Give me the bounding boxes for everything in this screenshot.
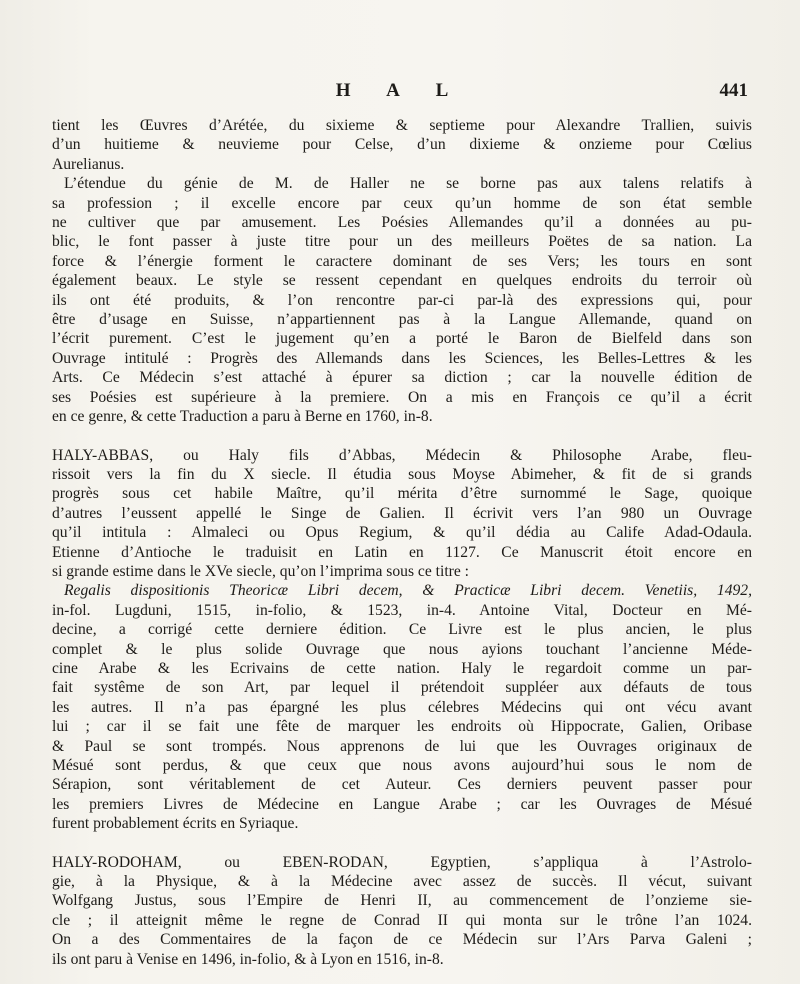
text-line: qu’il intitula : Almaleci ou Opus Regium, & qu’il dédia au Calife Adad-Odaula. [52,524,752,542]
text-line: progrès sous cet habile Maître, qu’il mérita d’être surnommé le Sage, quoique [52,485,752,503]
text-line: blic, le font passer à juste titre pour un des meilleurs Poëtes de sa nation. La [52,233,752,251]
page-number: 441 [719,80,748,101]
text-line: ne cultiver que par amusement. Les Poésies Allemandes qu’il a données au pu- [52,214,752,232]
text-line: gie, à la Physique, & à la Médecine avec assez de succès. Il vécut, suivant [52,873,752,891]
text-line: si grande estime dans le XVe siecle, qu’on l’imprima sous ce titre : [52,562,470,580]
paragraph-gap [52,834,752,853]
text-line: également beaux. Le style se ressent cependant en quelques endroits du terroir où [52,272,752,290]
text-line: force & l’énergie forment le caractere dominant de ses Vers; les tours en sont [52,252,752,270]
text-line: furent probablement écrits en Syriaque. [52,815,299,833]
text-line: decine, a corrigé cette derniere édition. Ce Livre est le plus ancien, le plus [52,621,752,639]
text-line: les autres. Il n’a pas épargné les plus célebres Médecins qui ont vécu avant [52,698,752,716]
text-line: On a des Commentaires de la façon de ce Médecin sur l’Ars Parva Galeni ; [52,931,752,949]
text-line: lui ; car il se fait une fête de marquer les endroits où Hippocrate, Galien, Oribase [52,718,752,736]
text-line: ils ont paru à Venise en 1496, in-folio, & à Lyon en 1516, in-8. [52,950,444,968]
text-line: Arts. Ce Médecin s’est attaché à épurer sa diction ; car la nouvelle édition de [52,369,752,387]
text-line: les premiers Livres de Médecine en Langue Arabe ; car les Ouvrages de Mésué [52,795,752,813]
body-text [52,116,752,969]
text-line: d’autres l’eussent appellé le Singe de Galien. Il écrivit vers l’an 980 un Ouvrage [52,504,752,522]
text-line: Aurelianus. [52,155,125,173]
text-line: fait systême de son Art, par lequel il prétendoit suppléer aux défauts de tous [52,679,752,697]
text-line: tient les Œuvres d’Arétée, du sixieme & septieme pour Alexandre Trallien, suivis [52,117,752,134]
paragraph-gap [52,427,752,446]
text-line: Wolfgang Justus, sous l’Empire de Henri II, au commencement de l’onzieme sie- [52,892,752,910]
text-line: cine Arabe & les Ecrivains de cette nation. Haly le regardoit comme un par- [52,659,752,677]
running-head [52,80,748,108]
text-line: ses Poésies est supérieure à la premiere. On a mis en François ce qu’il a écrit [52,388,752,406]
text-line: être d’usage en Suisse, n’appartiennent pas à la Langue Allemande, quand on [52,311,752,329]
text-line: L’étendue du génie de M. de Haller ne se borne pas aux talens relatifs à [64,175,752,193]
quoted-title-line: Regalis dispositionis Theoricæ Libri decem, & Practicæ Libri decem. Venetiis, 1492, [64,582,752,600]
text-line: cle ; il atteignit même le regne de Conrad II qui monta sur le trône l’an 1024. [52,911,752,929]
text-line: Etienne d’Antioche le traduisit en Latin en 1127. Ce Manuscrit étoit encore en [52,543,752,561]
running-title: H A L [335,80,465,101]
text-line: rissoit vers la fin du X siecle. Il étudia sous Moyse Abimeher, & fit de si grands [52,465,752,483]
text-line: Ouvrage intitulé : Progrès des Allemands dans les Sciences, les Belles-Lettres & les [52,349,752,367]
text-line: Sérapion, sont véritablement de cet Auteur. Ces derniers peuvent passer pour [52,776,752,794]
text-line: ils ont été produits, & l’on rencontre par-ci par-là des expressions qui, pour [52,291,752,309]
text-line: l’écrit purement. C’est le jugement qu’en a porté le Baron de Bielfeld dans son [52,330,752,348]
text-line: in-fol. Lugduni, 1515, in-folio, & 1523, in-4. Antoine Vital, Docteur en Mé- [52,601,752,619]
text-line: complet & le plus solide Ouvrage que nous ayions touchant l’ancienne Méde- [52,640,752,658]
text-line: sa profession ; il excelle encore par ceux qu’un homme de son état semble [52,194,752,212]
entry-heading-line-haly-abbas: HALY-ABBAS, ou Haly fils d’Abbas, Médecin & Philosophe Arabe, fleu- [52,446,752,464]
text-line: en ce genre, & cette Traduction a paru à Berne en 1760, in-8. [52,408,433,426]
text-line: Mésué sont perdus, & que ceux que nous avons aujourd’hui sous le nom de [52,757,752,774]
entry-heading-line-haly-rodoham: HALY-RODOHAM, ou EBEN-RODAN, Egyptien, s’appliqua à l’Astrolo- [52,853,752,871]
text-line: & Paul se sont trompés. Nous apprenons de lui que les Ouvrages originaux de [52,737,752,755]
text-line: d’un huitieme & neuvieme pour Celse, d’un dixieme & onzieme pour Cœlius [52,136,752,154]
